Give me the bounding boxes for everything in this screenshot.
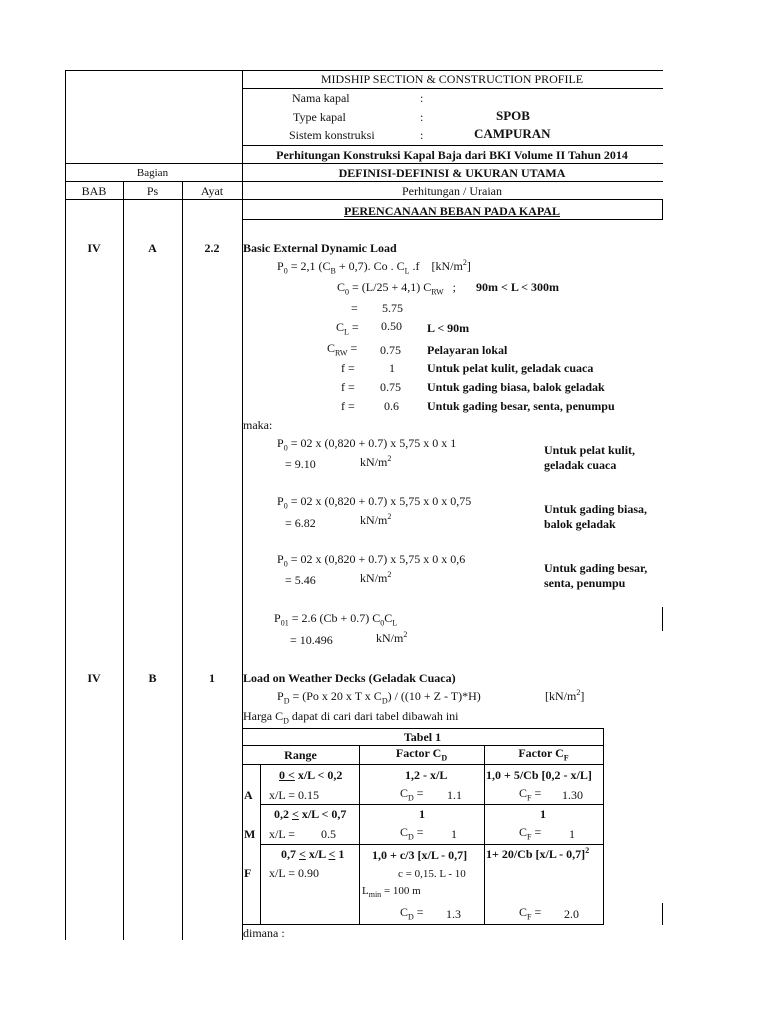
- cf-label-a: $C_F$ =: [519, 786, 542, 803]
- r3-value: = 5.46: [285, 573, 316, 587]
- r3-note1: Untuk gading besar,: [544, 561, 648, 575]
- bab-header: BAB: [81, 184, 107, 198]
- r3-unit: $kN/m^2$: [360, 570, 392, 585]
- cd-label-m: $C_D$ =: [400, 825, 424, 842]
- range-a: 0 < x/L < 0,2: [279, 768, 343, 782]
- zone-a: A: [244, 788, 253, 802]
- table-col-cf: Factor $C_F$: [518, 746, 569, 763]
- cd-lmin-f: $L_{min} = 100$ m: [362, 885, 421, 900]
- f2-value: 0.75: [380, 380, 401, 394]
- c0-eq: =: [351, 301, 358, 315]
- c0-formula: $C_0 = (L/25 + 4,1)$ $C_{RW}$ ;: [337, 280, 457, 297]
- cl-label: $C_L$ =: [336, 320, 359, 337]
- type-kapal-value: SPOB: [496, 108, 530, 123]
- pd-formula: $P_D = (Po$ x 20 x T x $C_D) / ((10 + Z - T)*H)$: [277, 689, 481, 706]
- r1-note2: geladak cuaca: [544, 458, 617, 472]
- uraian-header: Perhitungan / Uraian: [402, 184, 502, 198]
- xl-m-value: 0.5: [321, 827, 336, 841]
- r2-note2: balok geladak: [544, 517, 616, 531]
- sec2-title: Load on Weather Decks (Geladak Cuaca): [243, 671, 456, 685]
- xl-a: x/L = 0.15: [269, 788, 319, 802]
- f3-label: f =: [341, 399, 355, 413]
- dimana-label: dimana :: [243, 926, 285, 940]
- sec2-bab: IV: [87, 671, 101, 685]
- r1-note1: Untuk pelat kulit,: [544, 443, 636, 457]
- cf-formula-m: 1: [540, 807, 546, 821]
- zone-m: M: [244, 827, 256, 841]
- cd-value-a: 1.1: [447, 788, 462, 802]
- cf-label-m: $C_F$ =: [519, 825, 542, 842]
- cd-value-m: 1: [451, 827, 457, 841]
- range-f: 0,7 < x/L < 1: [281, 847, 345, 861]
- crw-label: $C_{RW}$ =: [327, 341, 358, 358]
- sec2-ps: B: [148, 671, 157, 685]
- sec1-ayat: 2.2: [204, 241, 220, 255]
- sec2-ayat: 1: [209, 671, 215, 685]
- definisi-heading: DEFINISI-DEFINISI & UKURAN UTAMA: [338, 166, 566, 180]
- crw-note: Pelayaran lokal: [427, 343, 508, 357]
- cf-formula-f: 1+ 20/Cb [x/L - 0,7]$^2$: [486, 846, 590, 861]
- f1-value: 1: [389, 361, 395, 375]
- table-title: Tabel 1: [403, 730, 442, 744]
- doc-title: MIDSHIP SECTION & CONSTRUCTION PROFILE: [320, 72, 584, 86]
- cl-note: L < 90m: [427, 321, 470, 335]
- xl-f: x/L = 0.90: [269, 866, 319, 880]
- cd-c-f: c = 0,15. L - 10: [398, 868, 466, 880]
- r2-value: = 6.82: [285, 516, 316, 530]
- f3-note: Untuk gading besar, senta, penumpu: [427, 399, 615, 413]
- cf-formula-a: 1,0 + 5/Cb [0,2 - x/L]: [486, 768, 592, 782]
- sec1-ps: A: [148, 241, 157, 255]
- cd-label-f: $C_D$ =: [400, 905, 424, 922]
- section-title: PERENCANAAN BEBAN PADA KAPAL: [344, 204, 560, 218]
- maka-label: maka:: [243, 418, 273, 432]
- nama-kapal-colon: :: [420, 91, 424, 105]
- bagian-header: Bagian: [136, 167, 169, 179]
- type-kapal-colon: :: [420, 110, 424, 124]
- cl-value: 0.50: [381, 319, 402, 333]
- table-col-range: Range: [284, 748, 317, 762]
- r2-unit: $kN/m^2$: [360, 512, 392, 527]
- table-col-cd: Factor $C_D$: [395, 746, 448, 763]
- r1-value: = 9.10: [285, 457, 316, 471]
- r3-note2: senta, penumpu: [544, 576, 626, 590]
- ps-header: Ps: [146, 184, 159, 198]
- pd-unit: $[kN/m^2]$: [545, 688, 585, 703]
- c0-value: 5.75: [382, 301, 403, 315]
- p01-unit: $kN/m^2$: [376, 630, 408, 645]
- crw-value: 0.75: [380, 343, 401, 357]
- f2-label: f =: [341, 380, 355, 394]
- r2-formula: $P_0 = 02$ x (0,820 + 0.7) x 5,75 x 0 x 0,75: [277, 494, 472, 511]
- p01-value: = 10.496: [290, 633, 333, 647]
- p01-formula: $P_{01} = 2.6$ (Cb + 0.7) $C_0C_L$: [274, 611, 398, 628]
- cf-value-f: 2.0: [564, 907, 579, 921]
- sistem-colon: :: [420, 128, 424, 142]
- cf-label-f: $C_F$ =: [519, 905, 542, 922]
- harga-text: Harga $C_D$ dapat di cari dari tabel dibawah ini: [243, 709, 459, 726]
- zone-f: F: [244, 866, 252, 880]
- sec1-bab: IV: [87, 241, 101, 255]
- f1-note: Untuk pelat kulit, geladak cuaca: [427, 361, 594, 375]
- cf-value-a: 1.30: [562, 788, 583, 802]
- sec1-title: Basic External Dynamic Load: [243, 241, 397, 255]
- r1-unit: $kN/m^2$: [360, 454, 392, 469]
- cd-formula-f: 1,0 + c/3 [x/L - 0,7]: [372, 848, 468, 862]
- f1-label: f =: [341, 361, 355, 375]
- type-kapal-label: Type kapal: [293, 110, 346, 124]
- r3-formula: $P_0 = 02$ x (0,820 + 0.7) x 5,75 x 0 x 0,6: [277, 552, 466, 569]
- range-m: 0,2 < x/L < 0,7: [274, 807, 347, 821]
- nama-kapal-label: Nama kapal: [292, 91, 350, 105]
- cf-value-m: 1: [569, 827, 575, 841]
- cd-formula-m: 1: [419, 807, 425, 821]
- sistem-label: Sistem konstruksi: [289, 128, 375, 142]
- ayat-header: Ayat: [200, 184, 224, 198]
- f3-value: 0.6: [384, 399, 399, 413]
- c0-range: 90m < L < 300m: [476, 280, 560, 294]
- sistem-value: CAMPURAN: [474, 126, 551, 141]
- perhitungan-heading: Perhitungan Konstruksi Kapal Baja dari BKI Volume II Tahun 2014: [276, 148, 628, 162]
- p0-formula: $P_0 = 2,1$ $(C_B + 0,7)$. Co . $C_L$ .f $[kN/m^2]$: [277, 258, 471, 276]
- r2-note1: Untuk gading biasa,: [544, 502, 648, 516]
- xl-m: x/L =: [269, 827, 295, 841]
- cd-value-f: 1.3: [446, 907, 461, 921]
- cd-label-a: $C_D$ =: [400, 786, 424, 803]
- cd-formula-a: 1,2 - x/L: [405, 768, 448, 782]
- f2-note: Untuk gading biasa, balok geladak: [427, 380, 605, 394]
- r1-formula: $P_0 = 02$ x (0,820 + 0.7) x 5,75 x 0 x 1: [277, 436, 457, 453]
